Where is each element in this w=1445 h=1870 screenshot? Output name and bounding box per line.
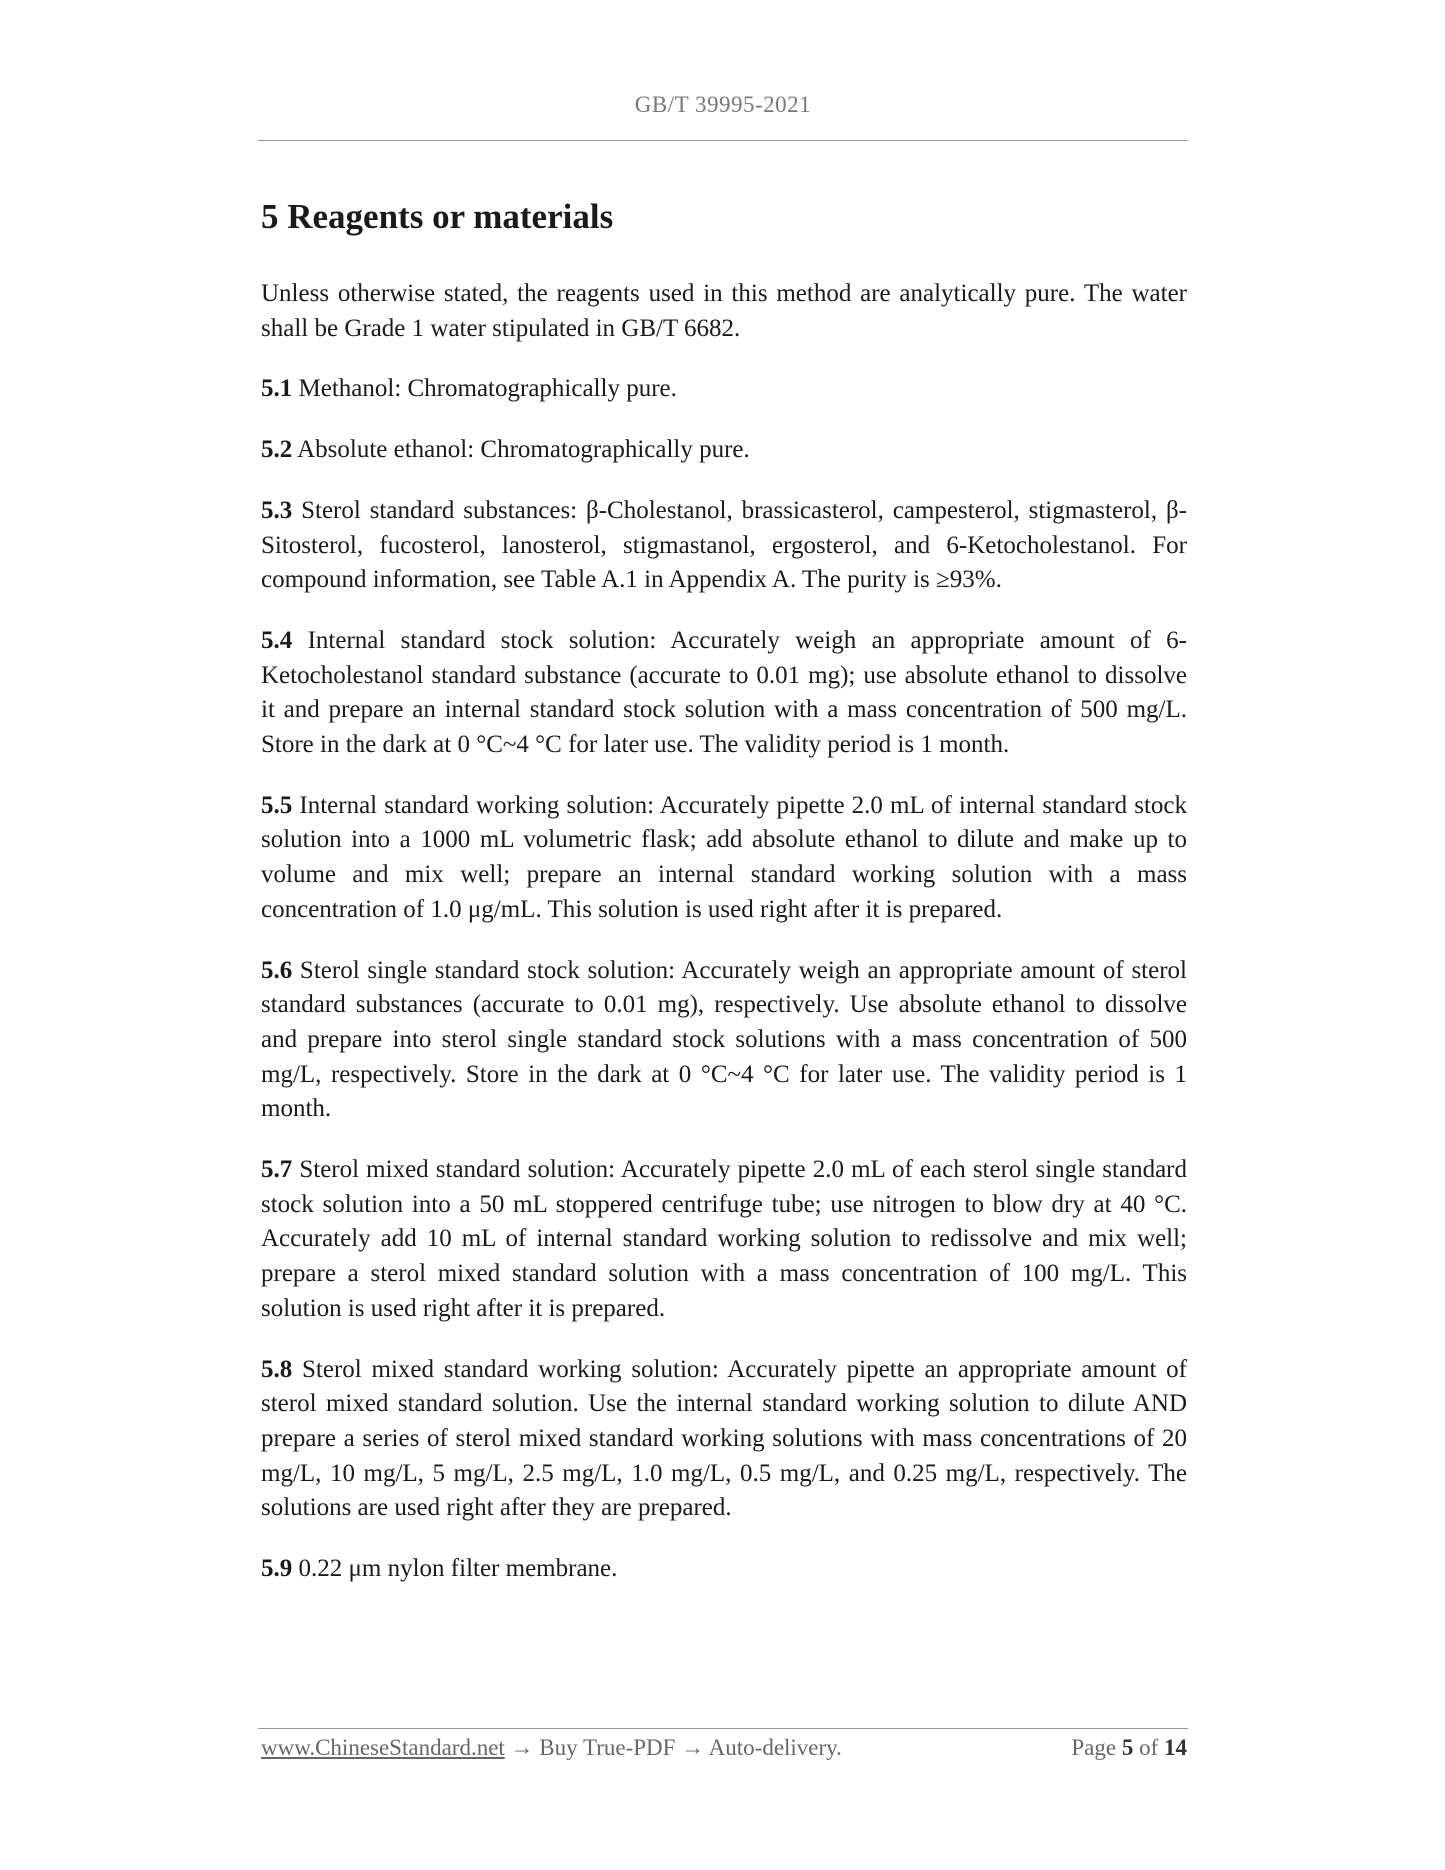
item-number: 5.8 (261, 1355, 293, 1383)
item-number: 5.9 (261, 1555, 293, 1583)
item-text: Methanol: Chromatographically pure. (292, 375, 677, 403)
item-number: 5.6 (261, 956, 293, 984)
item-5-7 (261, 1153, 1187, 1327)
footer-promo (261, 1731, 842, 1765)
page-total: 14 (1164, 1735, 1187, 1760)
item-text: Sterol mixed standard solution: Accurately pipette 2.0 mL of each sterol single standard stock solution into a 50 mL stoppered centrifuge tube; use nitrogen to blow dry at 40 °C. Accurately add 10 mL of internal standard working solution to redissolve and mix well; prepare a sterol mixed standard solution with a mass concentration of 100 mg/L. This solution is used right after it is prepared. (261, 1156, 1187, 1322)
item-number: 5.7 (261, 1156, 293, 1184)
page-number (1071, 1731, 1187, 1765)
item-text: Internal standard working solution: Accurately pipette 2.0 mL of internal standard stock solution into a 1000 mL volumetric flask; add absolute ethanol to dilute and make up to volume and mix well; prepare an internal standard working solution with a mass concentration of 1.0 μg/mL. This solution is used right after it is prepared. (261, 791, 1187, 923)
page-label: Page (1071, 1735, 1117, 1760)
page-header: GB/T 39995-2021 (634, 92, 812, 117)
item-number: 5.3 (261, 496, 293, 524)
item-5-2 (261, 433, 1187, 468)
footer-divider (258, 1728, 1188, 1729)
page-content (261, 196, 1187, 1613)
item-text: Sterol single standard stock solution: Accurately weigh an appropriate amount of sterol standard substances (accurate to 0.01 mg), respectively. Use absolute ethanol to dissolve and prepare into sterol single standard stock solutions with a mass concentration of 500 mg/L, respectively. Store in the dark at 0 °C~4 °C for later use. The validity period is 1 month. (261, 956, 1187, 1123)
item-5-9 (261, 1552, 1187, 1587)
item-text: Sterol standard substances: β-Cholestanol, brassicasterol, campesterol, stigmasterol, β-Sitosterol, fucosterol, lanosterol, stigmastanol, ergosterol, and 6-Ketocholestanol. For compound information, see Table A.1 in Appendix A. The purity is ≥93%. (261, 496, 1187, 594)
intro-paragraph: Unless otherwise stated, the reagents used in this method are analytically pure. The water shall be Grade 1 water stipulated in GB/T 6682. (261, 280, 1187, 342)
item-5-6 (261, 954, 1187, 1128)
page-current: 5 (1121, 1735, 1134, 1760)
item-number: 5.2 (261, 436, 293, 464)
item-number: 5.1 (261, 375, 293, 403)
site-link[interactable]: www.ChineseStandard.net (261, 1735, 505, 1760)
item-text: Internal standard stock solution: Accurately weigh an appropriate amount of 6-Ketocholestanol standard substance (accurate to 0.01 mg); use absolute ethanol to dissolve it and prepare an internal standard stock solution with a mass concentration of 500 mg/L. Store in the dark at 0 °C~4 °C for later use. The validity period is 1 month. (261, 626, 1187, 759)
item-5-1 (261, 372, 1187, 407)
item-text: Absolute ethanol: Chromatographically pure. (292, 436, 750, 464)
item-number: 5.5 (261, 791, 293, 819)
section-title: 5 Reagents or materials (261, 197, 614, 236)
item-text: 0.22 μm nylon filter membrane. (292, 1555, 618, 1583)
footer-tagline: → Buy True-PDF → Auto-delivery. (504, 1735, 842, 1760)
item-text: Sterol mixed standard working solution: Accurately pipette an appropriate amount of sterol mixed standard solution. Use the internal standard working solution to dilute AND prepare a series of sterol mixed standard working solutions with mass concentrations of 20 mg/L, 10 mg/L, 5 mg/L, 2.5 mg/L, 1.0 mg/L, 0.5 mg/L, and 0.25 mg/L, respectively. The solutions are used right after they are prepared. (261, 1355, 1187, 1522)
item-5-5 (261, 789, 1187, 928)
header-divider (258, 140, 1188, 141)
page-of: of (1139, 1735, 1159, 1760)
item-5-8 (261, 1353, 1187, 1527)
item-5-4 (261, 624, 1187, 763)
item-number: 5.4 (261, 626, 293, 654)
item-5-3 (261, 494, 1187, 598)
